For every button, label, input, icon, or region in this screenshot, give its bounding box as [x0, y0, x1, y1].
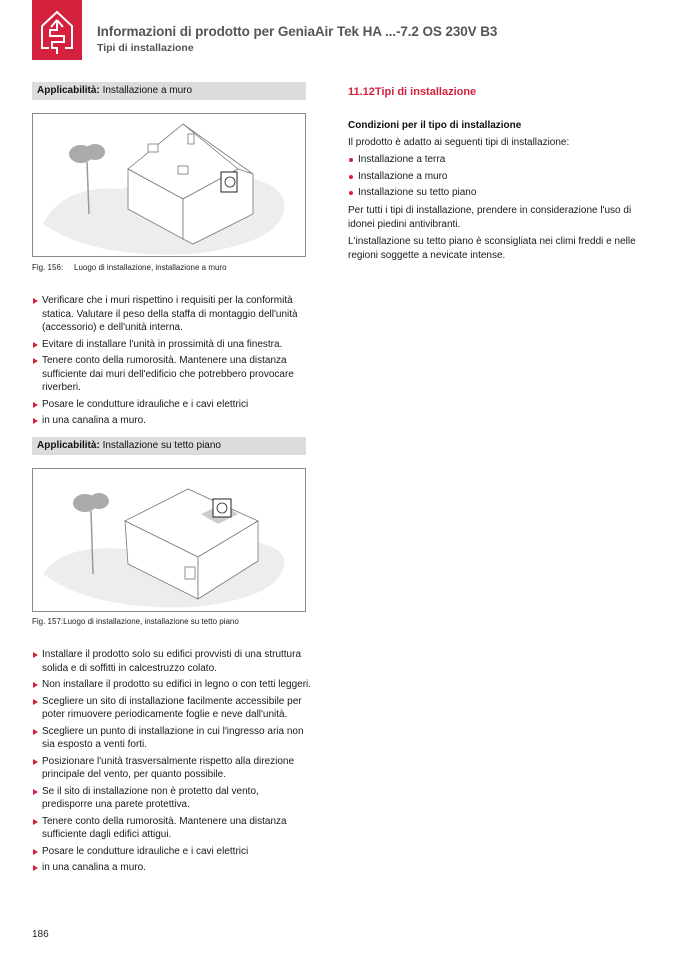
list-item: Installazione a muro [348, 170, 476, 184]
figure-caption-text: Luogo di installazione, installazione a muro [74, 263, 227, 272]
house-flat-roof-unit-illustration [33, 469, 305, 611]
figure-number: Fig. 157: [32, 617, 64, 626]
applicability-value: Installazione su tetto piano [102, 440, 221, 451]
figure-caption-156 [32, 263, 227, 272]
applicability-bar-flat-roof [32, 437, 306, 455]
list-item: in una canalina a muro. [32, 861, 312, 875]
figure-157-flat-roof-installation [32, 468, 306, 612]
list-item: Posizionare l'unità trasversalmente rispetto alla direzione principale del vento, per quanto possibile. [32, 755, 312, 782]
list-item: in una canalina a muro. [32, 414, 312, 428]
page-number: 186 [32, 929, 49, 940]
section-title: 11.12Tipi di installazione [348, 86, 477, 98]
applicability-label: Applicabilità: [37, 85, 100, 96]
figure-caption-text: Luogo di installazione, installazione su tetto piano [63, 617, 239, 626]
antivibration-note: Per tutti i tipi di installazione, prendere in considerazione l'uso di idonei piedini antivibranti. [348, 205, 632, 230]
list-item: Installare il prodotto solo su edifici provvisti di una struttura solida e di soffitti in calcestruzzo colato. [32, 648, 312, 675]
intro-text: Il prodotto è adatto ai seguenti tipi di installazione: [348, 137, 570, 148]
list-item: Scegliere un punto di installazione in cui l'ingresso aria non sia esposto a venti forti. [32, 725, 312, 752]
document-title: Informazioni di prodotto per GeniaAir Tek HA ...-7.2 OS 230V B3 [97, 24, 498, 39]
applicability-value: Installazione a muro [102, 85, 193, 96]
list-item: Evitare di installare l'unità in prossimità di una finestra. [32, 338, 312, 352]
list-item: Non installare il prodotto su edifici in legno o con tetti leggeri. [32, 678, 312, 692]
applicability-bar-wall [32, 82, 306, 100]
list-item: Installazione a terra [348, 153, 476, 167]
house-wall-unit-illustration [33, 114, 305, 256]
brand-logo [32, 0, 82, 60]
list-item: Tenere conto della rumorosità. Mantenere una distanza sufficiente dai muri dell'edificio che potrebbero provocare riverberi. [32, 354, 312, 395]
flat-roof-installation-instructions [32, 648, 312, 878]
applicability-label: Applicabilità: [37, 440, 100, 451]
list-item: Tenere conto della rumorosità. Mantenere una distanza sufficiente dagli edifici attigui. [32, 815, 312, 842]
list-item: Installazione su tetto piano [348, 186, 476, 200]
document-subtitle: Tipi di installazione [97, 42, 194, 54]
flat-roof-warning: L'installazione su tetto piano è sconsigliata nei climi freddi e nelle regioni soggette a nevicate intense. [348, 236, 636, 261]
list-item: Posare le condutture idrauliche e i cavi elettrici [32, 845, 312, 859]
installation-types-list [348, 153, 476, 203]
list-item: Posare le condutture idrauliche e i cavi elettrici [32, 398, 312, 412]
figure-caption-157 [32, 617, 239, 626]
house-heatpump-icon [38, 8, 76, 54]
list-item: Verificare che i muri rispettino i requisiti per la conformità statica. Valutare il peso della staffa di montaggio dell'unità (accessorio) e dell'unità interna. [32, 294, 312, 335]
conditions-heading: Condizioni per il tipo di installazione [348, 120, 522, 131]
list-item: Se il sito di installazione non è protetto dal vento, predisporre una parete protettiva. [32, 785, 312, 812]
list-item: Scegliere un sito di installazione facilmente accessibile per poter rimuovere periodicamente foglie e neve dall'unità. [32, 695, 312, 722]
figure-156-wall-installation [32, 113, 306, 257]
figure-number: Fig. 156: [32, 263, 64, 272]
wall-installation-instructions [32, 294, 312, 431]
